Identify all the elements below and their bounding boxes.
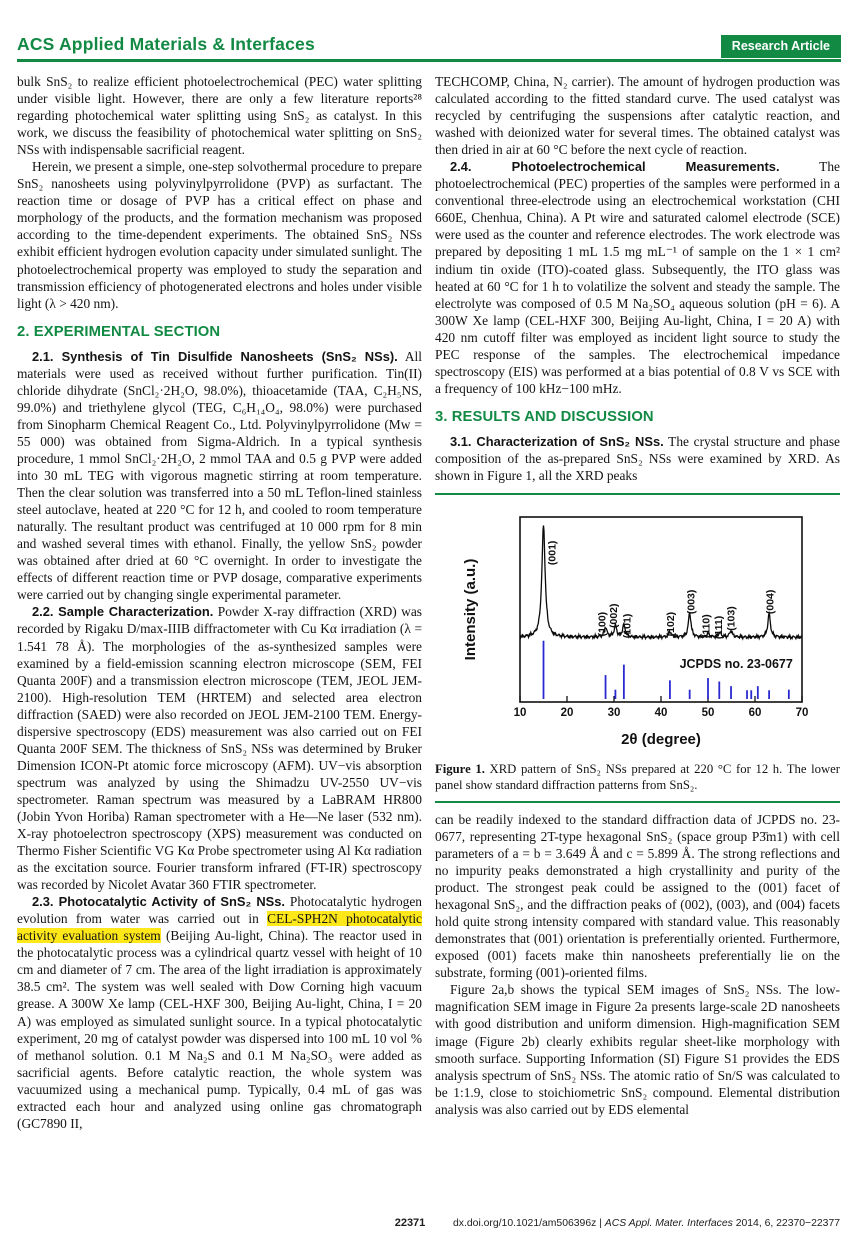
para-indexed: can be readily indexed to the standard diffraction data of JCPDS no. 23-0677, representing 2T-type hexagonal SnS₂ (space group P3̄m1) with cell parameters of a = b = 3.649 Å and c = 5.899 Å. The strong reflections and no impurity peaks demonstrated a high crystallinity and purity of the product. The strongest peak could be assigned to the (001) facet of hexagonal SnS₂, and the diffraction peaks of (002), (003), and (004) facets hold quite strong intensity compared with standard value. This reasonably demonstrates that (001) orientation is preferentially oriented. Furthermore, exposed (001) facets make thin nanosheets preferentially lie on the substrate, forming (001)-oriented films. (435, 811, 840, 981)
svg-text:(004): (004) (764, 589, 777, 615)
doi-text: dx.doi.org/10.1021/am506396z (453, 1218, 597, 1229)
research-article-badge: Research Article (721, 35, 841, 58)
page-number: 22371 (394, 1217, 426, 1229)
citation-separator: | (596, 1218, 605, 1229)
svg-text:(003): (003) (685, 589, 698, 615)
para-continuation: TECHCOMP, China, N₂ carrier). The amount of hydrogen production was calculated according to the fitted standard curve. The used catalyst was recycled by centrifuging the suspensions after catalytic reaction, and washed with deionized water for several times. The obtained catalyst was then dried in air at 60 °C before the next cycle of reaction. (435, 74, 840, 158)
doi-citation (453, 1218, 840, 1229)
section-2-heading: 2. EXPERIMENTAL SECTION (17, 323, 221, 340)
para-intro: bulk SnS₂ to realize efficient photoelectrochemical (PEC) water splitting under visible light. However, there are only a few literature reports²⁸ regarding photochemical water splitting using SnS₂ as catalyst. In this work, we discuss the feasibility of photochemical water splitting on SnS₂ NSs with indispensable sacrificial reagent. (17, 74, 422, 158)
page-header (17, 34, 841, 62)
figure-1-caption (435, 762, 840, 794)
subsection-2-4 (435, 158, 840, 397)
subsection-2-1-text: All materials were used as received without further purification. Tin(II) chloride dihydrate (SnCl₂·2H₂O, 98.0%), thioacetamide (TAA, C₂H₅NS, 99.0%) and triethylene glycol (TEG, C₆H₁₄O₄, 98.0%) were purchased from Sinopharm Chemical Reagent Co., Ltd. Polyvinylpyrrolidone (Mw = 55 000) was obtained from Sigma-Aldrich. In a typical synthesis procedure, 1 mmol SnCl₂·2H₂O, 2 mmol TAA and 0.5 g PVP were added into 30 mL TEG with vigorous magnetic stirring at room temperature. Then the clear solution was transferred into a 50 mL Teflon-lined stainless steel autoclave, heated at 220 °C for 12 h, and cooled to room temperature naturally. The resultant product was centrifuged at 10 000 rpm for 8 min and washed several times with ethanol. Finally, the yellow SnS₂ powder was obtained after dried at 60 °C overnight. In order to investigate the effects of different reaction time or PVP dosage, comparative experiments were carried out by changing single experimental parameter. (17, 348, 422, 603)
svg-text:JCPDS no. 23-0677: JCPDS no. 23-0677 (679, 656, 793, 671)
left-column (17, 73, 422, 1132)
citation-journal: ACS Appl. Mater. Interfaces (604, 1218, 733, 1229)
figure-1-label: Figure 1. (435, 762, 485, 777)
subsection-2-1 (17, 348, 422, 604)
svg-text:30: 30 (607, 707, 620, 720)
svg-text:Intensity (a.u.): Intensity (a.u.) (461, 558, 479, 661)
subsection-3-1 (435, 433, 840, 484)
section-3-heading: 3. RESULTS AND DISCUSSION (435, 408, 654, 425)
page-footer (0, 1217, 856, 1237)
two-column-body (17, 73, 841, 1132)
svg-text:(103): (103) (725, 606, 738, 631)
svg-text:(002): (002) (607, 603, 620, 629)
subsection-2-4-head: 2.4. Photoelectrochemical Measurements. (450, 159, 780, 175)
svg-text:(111): (111) (712, 615, 725, 640)
subsection-3-1-head: 3.1. Characterization of SnS₂ NSs. (450, 433, 664, 449)
subsection-2-3-text-pre: Photocatalytic hydrogen evolution from water was carried out in (17, 894, 422, 927)
subsection-2-3-head: 2.3. Photocatalytic Activity of SnS₂ NSs. (32, 894, 285, 910)
subsection-2-4-text: The photoelectrochemical (PEC) properties of the samples were performed in a conventional three-electrode using an electrochemical workstation (CHI 660E, Chenhua, China). A Pt wire and saturated calomel electrode (SCE) were used as the counter and reference electrodes. The work electrode was prepared by depositing 1 mL 1.5 mg mL⁻¹ of sample on the 1 × 1 cm² indium tin oxide (ITO)-coated glass. Subsequently, the ITO glass was heated at 60 °C for 1 h to volatilize the solvent and steady the sample. The electrolyte was composed of 0.5 M Na₂SO₄ aqueous solution (pH = 6). A 300W Xe lamp (CEL-HXF 300, Beijing Au-light, China, I = 20 A) with 420 nm cutoff filter was employed as incident light source to study the PEC response of the samples. The electrochemical impedance spectroscopy (EIS) was performed at a bias potential of 0.8 V vs SCE with a frequency of 100 kHz−100 mHz. (435, 159, 840, 396)
svg-text:20: 20 (560, 707, 573, 720)
svg-text:(102): (102) (664, 611, 677, 637)
para-herein: Herein, we present a simple, one-step solvothermal procedure to prepare SnS₂ nanosheets using polyvinylpyrrolidone (PVP) as surfactant. The reaction time or dosage of PVP has a critical effect on phase and morphology of the products, and the formation mechanism was proposed according to the time-dependent experiments. The obtained SnS₂ NSs exhibit efficient hydrogen evolution capacity under simulated sunlight. The photoelectrochemical property was employed to study the separation and transmission efficiency of photogenerated electrons and holes under visible light (λ > 420 nm). (17, 159, 422, 311)
subsection-2-1-head: 2.1. Synthesis of Tin Disulfide Nanosheets (SnS₂ NSs). (32, 348, 398, 364)
svg-text:(100): (100) (595, 611, 608, 637)
journal-title: ACS Applied Materials & Interfaces (17, 34, 315, 54)
figure-1-image (435, 501, 840, 758)
svg-text:(110): (110) (700, 614, 713, 639)
subsection-2-2-head: 2.2. Sample Characterization. (32, 604, 214, 620)
citation-tail: 2014, 6, 22370−22377 (732, 1218, 840, 1229)
svg-text:2θ (degree): 2θ (degree) (620, 731, 701, 749)
figure-top-rule (435, 493, 840, 495)
svg-text:10: 10 (513, 707, 526, 720)
subsection-2-2-text: Powder X-ray diffraction (XRD) was recorded by Rigaku D/max-IIIB diffractometer with Cu Kα irradiation (λ = 1.541 78 Å). The morphologies of the as-synthesized samples were examined by a field-emission scanning electron microscope (SEM, FEI Quanta 200F) and a transmission electron microscope (TEM, JEOL JEM-2100). High-resolution TEM (HRTEM) and selected area electron diffraction (SAED) were also recorded on JEOL JEM-2100 TEM. Energy-dispersive spectroscopy (EDS) measurement was also carried out on FEI Quanta 200F SEM. The thickness of SnS₂ NSs was determined by Bruker Dimension ICON-Pt atomic force microscopy (AFM). UV−vis absorption spectrum was analyzed by using the Shimadzu UV-2550 UV−vis spectrometer. Raman spectrum was measured by a LaBRAM HR800 (Jobin Yvon Horiba) Raman spectrometer with a He—Ne laser (532 nm). X-ray photoelectron spectroscopy (XPS) measurement was conducted on Thermo Fisher Scientific VG Kα Probe spectrometer using Al Kα radiation as the excitation source. Fourier transform infrared (FT-IR) spectroscopy was recorded by Nicolet Avatar 360 FTIR spectrometer. (17, 604, 422, 893)
figure-1-caption-text: XRD pattern of SnS₂ NSs prepared at 220 °C for 12 h. The lower panel show standard diffraction patterns from SnS₂. (435, 762, 840, 792)
svg-text:60: 60 (748, 707, 761, 720)
subsection-2-3 (17, 893, 422, 1132)
svg-text:50: 50 (701, 707, 714, 720)
subsection-3-1-text: The crystal structure and phase composition of the as-prepared SnS₂ NSs were examined by XRD. As shown in Figure 1, all the XRD peaks (435, 433, 840, 484)
para-figure2: Figure 2a,b shows the typical SEM images of SnS₂ NSs. The low-magnification SEM image in Figure 2a presents large-scale 2D nanosheets with good distribution and uniform dimension. High-magnification SEM image (Figure 2b) clearly exhibits regular sheet-like morphology with smooth surface. Supporting Information (SI) Figure S1 provides the EDS analysis spectrum of SnS₂ NSs. The atomic ratio of Sn/S was calculated to be 1:1.9, close to stoichiometric SnS₂ compound. Elemental distribution analysis was also carried out by EDS elemental (435, 982, 840, 1117)
right-column (435, 73, 840, 1132)
subsection-2-3-text-post: (Beijing Au-light, China). The reactor used in the photocatalytic process was a cylindrical quartz vessel with height of 10 cm and diameter of 7 cm. The area of the light irradiation is approximately 38.5 cm². The system was well sealed with Dow Corning high vacuum grease. A 300W Xe lamp (CEL-HXF 300, Beijing Au-light, China, I = 20 A) was employed as simulated sunlight source. In a typical photocatalytic experiment, 20 mg of catalyst powder was dispersed into 100 mL 10 vol % of methanol solution. 0.1 M Na₂S and 0.1 M Na₂SO₃ were added as sacrificial agents. Before catalytic reaction, the whole system was vacuumized using a mechanical pump. Typically, 0.4 mL of gas was extracted each hour and analyzed using online gas chromatograph (GC7890 II, (17, 928, 422, 1131)
svg-text:(101): (101) (620, 613, 633, 639)
highlighted-phrase: CEL-SPH2N photocatalytic activity evaluation system (17, 911, 422, 944)
xrd-chart (458, 509, 818, 754)
svg-text:(001): (001) (546, 540, 559, 566)
svg-text:40: 40 (654, 707, 667, 720)
figure-bottom-rule (435, 801, 840, 803)
figure-1-block (435, 493, 840, 803)
subsection-2-2 (17, 603, 422, 893)
svg-text:70: 70 (795, 707, 808, 720)
